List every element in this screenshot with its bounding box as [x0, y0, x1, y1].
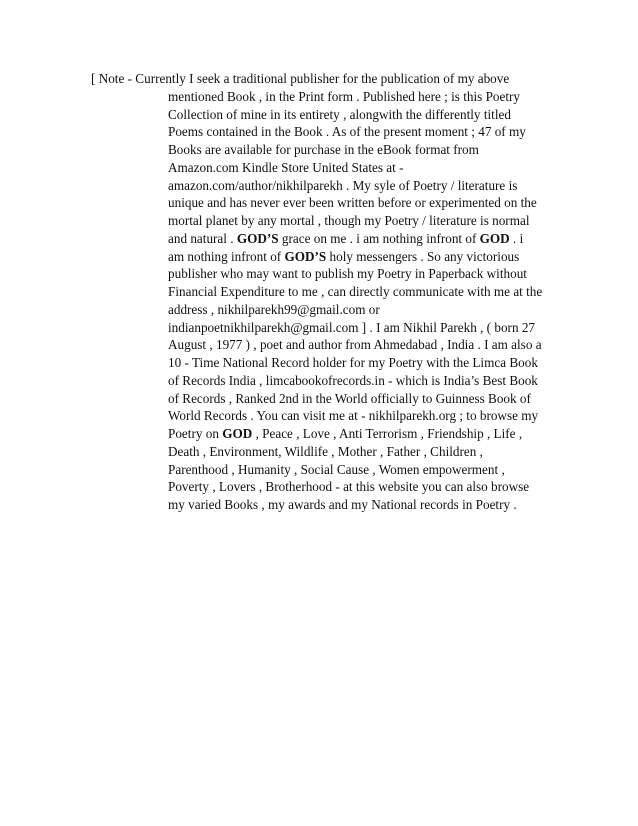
note-line	[91, 230, 561, 248]
note-text: Parenthood , Humanity , Social Cause , Women empowerment ,	[168, 461, 505, 477]
note-line	[91, 478, 561, 496]
note-text: [ Note - Currently I seek a traditional publisher for the publication of my above	[91, 71, 510, 86]
note-text: of Records , Ranked 2nd in the World officially to Guinness Book of	[168, 390, 531, 406]
note-text: grace on me . i am nothing infront of	[278, 230, 480, 246]
note-line	[91, 319, 561, 337]
note-line	[91, 106, 561, 124]
note-line	[91, 496, 561, 514]
note-line	[91, 194, 561, 212]
note-line	[91, 177, 561, 195]
note-bold-text: GOD	[222, 426, 253, 441]
note-bold-text: GOD’S	[284, 248, 327, 264]
note-paragraph	[91, 70, 561, 514]
note-line	[91, 141, 561, 159]
note-line	[91, 265, 561, 283]
note-text: am nothing infront of	[168, 248, 285, 264]
note-line	[91, 336, 561, 354]
note-bold-text: GOD’S	[236, 230, 279, 246]
note-line	[91, 443, 561, 461]
note-text: holy messengers . So any victorious	[326, 248, 520, 264]
note-text: address , nikhilparekh99@gmail.com or	[168, 301, 380, 317]
note-text: Amazon.com Kindle Store United States at -	[168, 159, 404, 175]
note-text: , Peace , Love , Anti Terrorism , Friendship , Life ,	[252, 426, 523, 441]
note-bold-text: GOD	[479, 230, 510, 246]
note-line	[91, 159, 561, 177]
note-line	[91, 70, 561, 88]
note-text: amazon.com/author/nikhilparekh . My syle of Poetry / literature is	[168, 177, 518, 193]
note-line	[91, 283, 561, 301]
note-line	[91, 390, 561, 408]
note-text: mortal planet by any mortal , though my Poetry / literature is normal	[168, 213, 530, 228]
note-text: August , 1977 ) , poet and author from Ahmedabad , India . I am also a	[168, 337, 542, 353]
note-line	[91, 372, 561, 390]
note-line	[91, 88, 561, 106]
note-text: indianpoetnikhilparekh@gmail.com ] . I am Nikhil Parekh , ( born 27	[168, 319, 536, 335]
note-line	[91, 354, 561, 372]
note-text: Poverty , Lovers , Brotherhood - at this website you can also browse	[168, 479, 530, 495]
note-line	[91, 248, 561, 266]
note-text: my varied Books , my awards and my National records in Poetry .	[168, 497, 517, 512]
note-text: Books are available for purchase in the eBook format from	[168, 142, 479, 157]
note-text: and natural .	[168, 230, 237, 246]
note-line	[91, 123, 561, 141]
note-line	[91, 212, 561, 230]
note-text: Poetry on	[168, 426, 223, 441]
note-text: Collection of mine in its entirety , alongwith the differently titled	[168, 106, 511, 122]
note-line	[91, 425, 561, 443]
note-text: 10 - Time National Record holder for my Poetry with the Limca Book	[168, 355, 538, 370]
note-line	[91, 461, 561, 479]
note-text: unique and has never ever been written before or experimented on the	[168, 195, 537, 211]
note-line	[91, 407, 561, 425]
note-text: publisher who may want to publish my Poetry in Paperback without	[168, 266, 527, 282]
note-text: . i	[509, 230, 524, 246]
note-text: of Records India , limcabookofrecords.in - which is India’s Best Book	[168, 372, 538, 388]
note-text: Death , Environment, Wildlife , Mother , Father , Children ,	[168, 443, 483, 459]
note-text: World Records . You can visit me at - nikhilparekh.org ; to browse my	[168, 408, 539, 424]
note-line	[91, 301, 561, 319]
note-text: Poems contained in the Book . As of the present moment ; 47 of my	[168, 124, 526, 140]
note-text: mentioned Book , in the Print form . Published here ; is this Poetry	[168, 88, 521, 104]
note-text: Financial Expenditure to me , can directly communicate with me at the	[168, 284, 543, 299]
